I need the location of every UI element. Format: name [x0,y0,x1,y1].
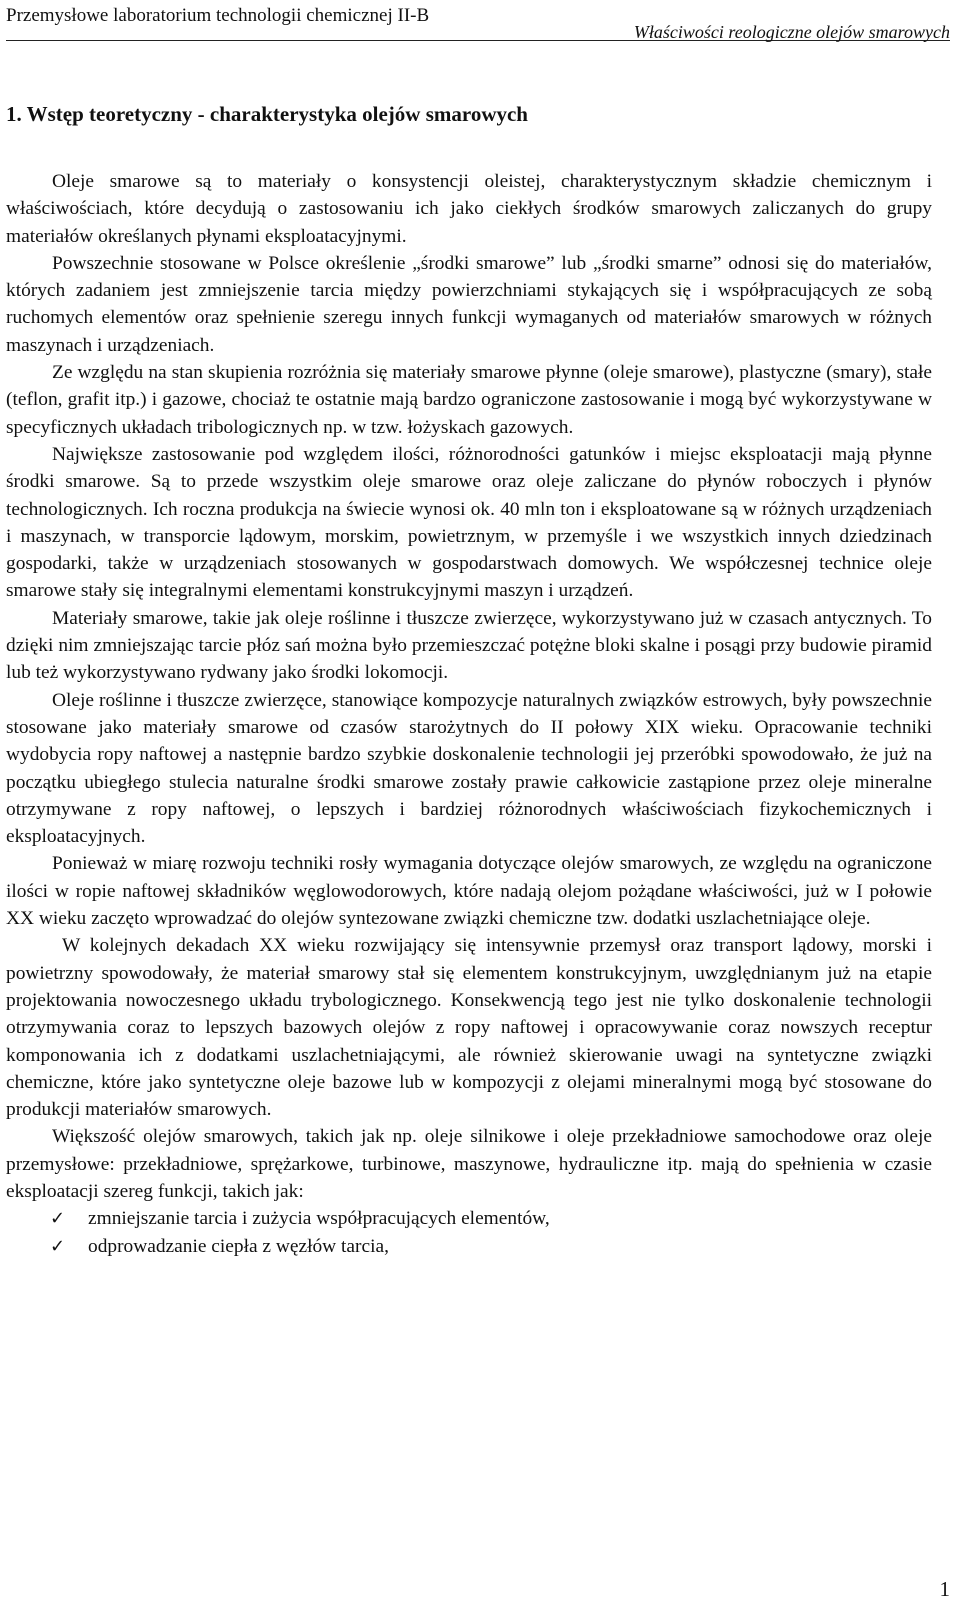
paragraph-4: Największe zastosowanie pod względem ilości, różnorodności gatunków i miejsc eksploatacji mają płynne środki smarowe. Są to przede wszystkim oleje smarowe oraz oleje zaliczane do płynów roboczych i płynów technologicznych. Ich roczna produkcja na świecie wynosi ok. 40 mln ton i eksploatowane są w różnych urządzeniach i maszynach, w transporcie lądowym, morskim, powietrznym, w przemyśle i we wszystkich innych dziedzinach gospodarki, także w urządzeniach stosowanych w gospodarstwach domowych. We współczesnej technice oleje smarowe stały się integralnymi elementami konstrukcyjnymi maszyn i urządzeń. [6,443,932,602]
paragraph-7: Ponieważ w miarę rozwoju techniki rosły wymagania dotyczące olejów smarowych, ze względu na ograniczone ilości w ropie naftowej składników węglowodorowych, które nadają olejom pożądane właściwości, już w I połowie XX wieku zaczęto wprowadzać do olejów syntezowane związki chemiczne tzw. dodatki uszlachetniające oleje. [6,853,932,930]
check-icon: ✓ [50,1208,66,1230]
page-header [6,4,950,41]
header-topic-title: Właściwości reologiczne olejów smarowych [633,22,950,42]
list-item-text: odprowadzanie ciepła z węzłów tarcia, [88,1235,389,1257]
paragraph-2: Powszechnie stosowane w Polsce określenie „środki smarowe” lub „środki smarne” odnosi się do materiałów, których zadaniem jest zmniejszenie tarcia między powierzchniami stykających się i współpracujących ze sobą ruchomych elementów oraz spełnienie szeregu innych funkcji wymaganych od materiałów smarowych w różnych maszynach i urządzeniach. [6,252,932,356]
list-item [6,1205,932,1232]
body-text [6,168,932,1260]
list-item [6,1233,932,1260]
paragraph-5: Materiały smarowe, takie jak oleje roślinne i tłuszcze zwierzęce, wykorzystywano już w czasach antycznych. To dzięki nim zmniejszając tarcie płóz sań można było przemieszczać potężne bloki skalne i posągi przy budowie piramid lub też wykorzystywano rydwany jako środki lokomocji. [6,607,932,684]
section-heading: 1. Wstęp teoretyczny - charakterystyka olejów smarowych [6,102,528,126]
paragraph-1: Oleje smarowe są to materiały o konsystencji oleistej, charakterystycznym składzie chemicznym i właściwościach, które decydują o zastosowaniu ich jako ciekłych środków smarowych zaliczanych do grupy materiałów określanych płynami eksploatacyjnymi. [6,171,932,247]
paragraph-6: Oleje roślinne i tłuszcze zwierzęce, stanowiące kompozycje naturalnych związków estrowych, były powszechnie stosowane jako materiały smarowe od czasów starożytnych do II połowy XIX wieku. Opracowanie techniki wydobycia ropy naftowej a następnie bardzo szybkie doskonalenie technologii jej przeróbki spowodowało, że już na początku ubiegłego stulecia naturalne środki smarowe zostały prawie całkowicie zastąpione przez oleje mineralne otrzymywane z ropy naftowej, o lepszych i bardziej różnorodnych właściwościach fizykochemicznych i eksploatacyjnych. [6,689,932,848]
header-course-title: Przemysłowe laboratorium technologii chemicznej II-B [6,5,430,26]
paragraph-9: Większość olejów smarowych, takich jak np. oleje silnikowe i oleje przekładniowe samochodowe oraz oleje przemysłowe: przekładniowe, sprężarkowe, turbinowe, maszynowe, hydrauliczne itp. mają do spełnienia w czasie eksploatacji szereg funkcji, takich jak: [6,1126,932,1202]
paragraph-8: W kolejnych dekadach XX wieku rozwijający się intensywnie przemysł oraz transport lądowy, morski i powietrzny spowodowały, że materiał smarowy stał się elementem konstrukcyjnym, uwzględnianym już na etapie projektowania nowoczesnego układu trybologicznego. Konsekwencją tego jest nie tylko doskonalenie technologii otrzymywania coraz to lepszych bazowych olejów z ropy naftowej i opracowywanie coraz nowszych receptur komponowania ich z dodatkami uszlachetniającymi, ale również skierowanie uwagi na syntetyczne związki chemiczne, które jako syntetyczne oleje bazowe lub w kompozycji z olejami mineralnymi mogą być stosowane do produkcji materiałów smarowych. [6,935,932,1121]
paragraph-3: Ze względu na stan skupienia rozróżnia się materiały smarowe płynne (oleje smarowe), plastyczne (smary), stałe (teflon, grafit itp.) i gazowe, chociaż te ostatnie mają bardzo ograniczone zastosowanie i mogą być wykorzystywane w specyficznych układach tribologicznych np. w tzw. łożyskach gazowych. [6,362,932,438]
page-number: 1 [939,1577,950,1601]
check-icon: ✓ [50,1235,66,1257]
list-item-text: zmniejszanie tarcia i zużycia współpracujących elementów, [88,1208,550,1230]
function-list [6,1205,932,1260]
